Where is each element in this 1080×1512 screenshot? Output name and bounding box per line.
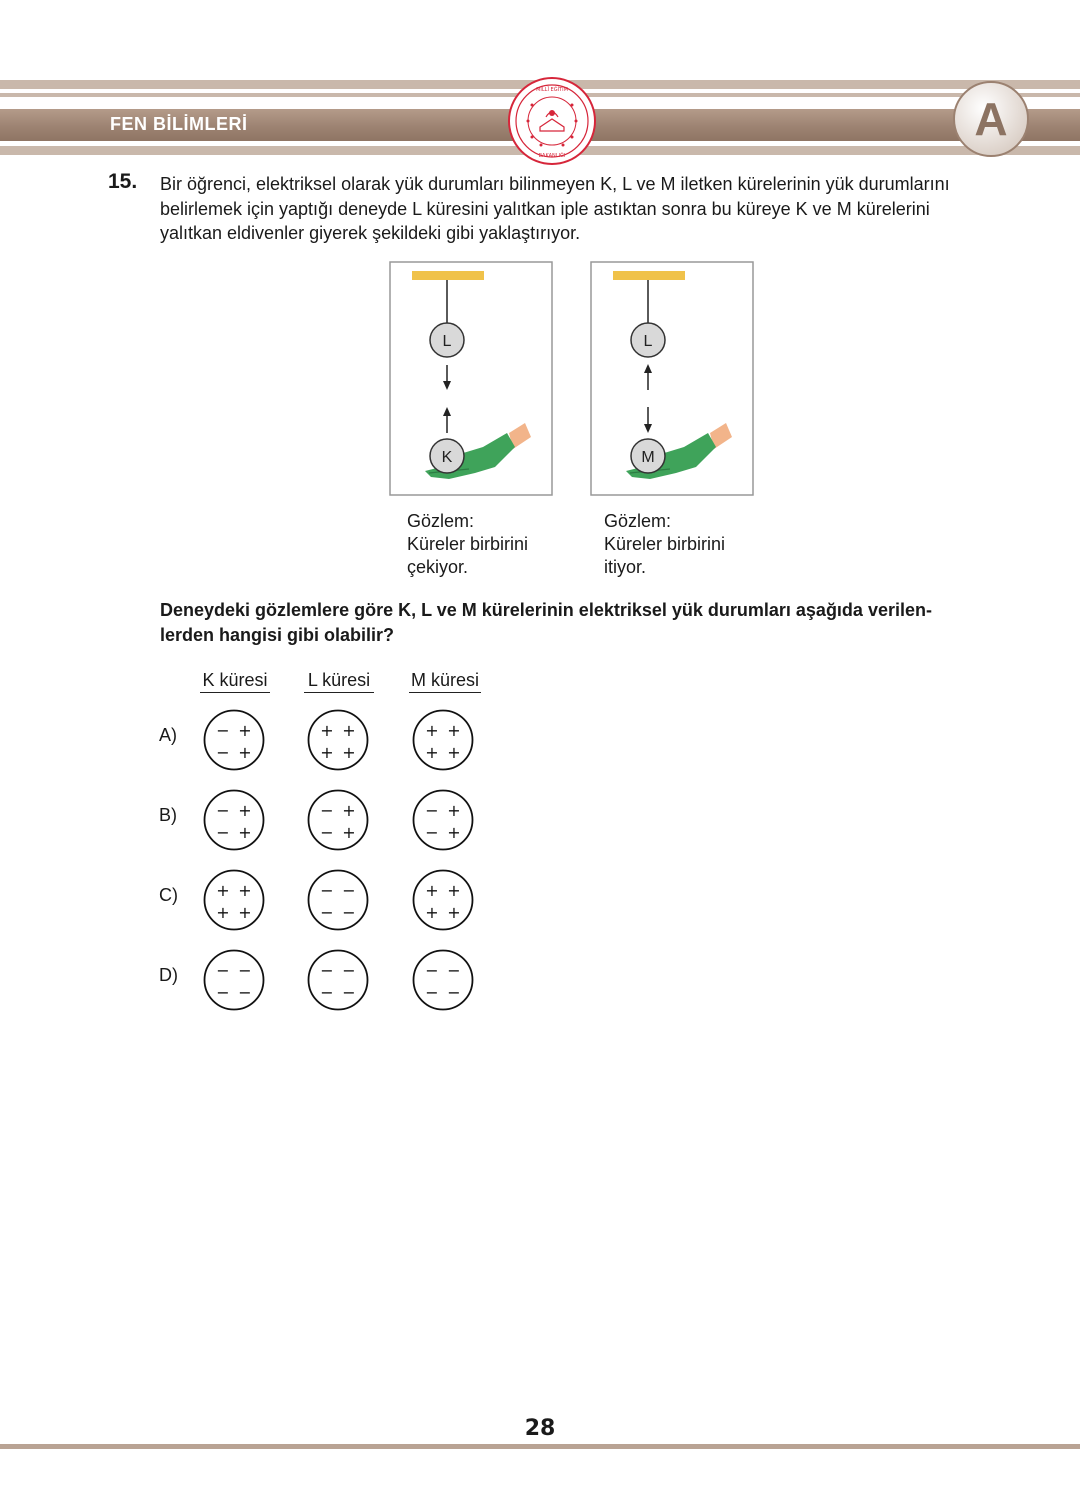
- option-label: A): [159, 725, 177, 745]
- charge-sphere-k: [202, 788, 266, 852]
- plus-charge-icon: +: [216, 903, 230, 922]
- footer-rule: [0, 1444, 1080, 1449]
- plus-charge-icon: +: [425, 721, 439, 740]
- minus-charge-icon: −: [320, 881, 334, 900]
- plus-charge-icon: +: [342, 801, 356, 820]
- sphere-label: M: [641, 449, 655, 466]
- minus-charge-icon: −: [216, 721, 230, 740]
- plus-charge-icon: +: [425, 743, 439, 762]
- charge-sphere-l: [306, 948, 370, 1012]
- charge-sphere-l: [306, 708, 370, 772]
- plus-charge-icon: +: [447, 823, 461, 842]
- sphere-label: K: [441, 449, 453, 466]
- question-number: 15.: [108, 170, 138, 193]
- observation-line: itiyor.: [604, 557, 647, 577]
- minus-charge-icon: −: [425, 823, 439, 842]
- charge-sphere-m: [411, 948, 475, 1012]
- plus-charge-icon: +: [320, 743, 334, 762]
- minus-charge-icon: −: [238, 983, 252, 1002]
- observation-line: Küreler birbirini: [604, 534, 726, 554]
- sphere-l: [631, 323, 665, 357]
- prompt-line: lerden hangisi gibi olabilir?: [160, 625, 395, 645]
- svg-text:MİLLÎ EĞİTİM: MİLLÎ EĞİTİM: [536, 87, 568, 93]
- column-header-m: M küresi: [409, 670, 481, 693]
- subject-title: FEN BİLİMLERİ: [110, 114, 248, 134]
- plus-charge-icon: +: [238, 903, 252, 922]
- minus-charge-icon: −: [216, 983, 230, 1002]
- experiment-figure-m: [590, 261, 754, 497]
- observation-line: Küreler birbirini: [407, 534, 529, 554]
- plus-charge-icon: +: [447, 801, 461, 820]
- ceiling-support: [412, 271, 484, 280]
- question-line: belirlemek için yaptığı deneyde L küresini yalıtkan iple astıktan sonra bu küreye K ve M kürelerini: [160, 198, 930, 219]
- minus-charge-icon: −: [216, 823, 230, 842]
- sphere-k: [430, 439, 464, 473]
- plus-charge-icon: +: [447, 903, 461, 922]
- plus-charge-icon: +: [447, 881, 461, 900]
- option-label: C): [159, 885, 178, 905]
- plus-charge-icon: +: [342, 823, 356, 842]
- ministry-seal-icon: [508, 77, 596, 165]
- charge-sphere-k: [202, 708, 266, 772]
- minus-charge-icon: −: [342, 961, 356, 980]
- observation-title: Gözlem:: [604, 511, 672, 531]
- minus-charge-icon: −: [342, 881, 356, 900]
- observation-k: [407, 510, 528, 579]
- minus-charge-icon: −: [425, 801, 439, 820]
- observation-title: Gözlem:: [407, 511, 475, 531]
- plus-charge-icon: +: [342, 721, 356, 740]
- page-number: 28: [524, 1416, 556, 1441]
- minus-charge-icon: −: [447, 961, 461, 980]
- minus-charge-icon: −: [216, 743, 230, 762]
- sphere-label: L: [643, 333, 653, 350]
- charge-sphere-l: [306, 868, 370, 932]
- plus-charge-icon: +: [238, 743, 252, 762]
- charge-sphere-k: [202, 948, 266, 1012]
- option-label: B): [159, 805, 177, 825]
- plus-charge-icon: +: [238, 881, 252, 900]
- plus-charge-icon: +: [320, 721, 334, 740]
- plus-charge-icon: +: [238, 823, 252, 842]
- minus-charge-icon: −: [342, 903, 356, 922]
- sphere-l: [430, 323, 464, 357]
- observation-m: [604, 510, 725, 579]
- minus-charge-icon: −: [320, 801, 334, 820]
- sphere-m: [631, 439, 665, 473]
- option-label: D): [159, 965, 178, 985]
- charge-sphere-k: [202, 868, 266, 932]
- charge-sphere-m: [411, 788, 475, 852]
- charge-sphere-m: [411, 708, 475, 772]
- plus-charge-icon: +: [238, 801, 252, 820]
- plus-charge-icon: +: [425, 903, 439, 922]
- charge-sphere-m: [411, 868, 475, 932]
- minus-charge-icon: −: [425, 983, 439, 1002]
- booklet-type-badge: [952, 80, 1030, 158]
- observation-line: çekiyor.: [407, 557, 469, 577]
- minus-charge-icon: −: [238, 961, 252, 980]
- prompt-line: Deneydeki gözlemlere göre K, L ve M kürelerinin elektriksel yük durumları aşağıda verilen-: [160, 600, 932, 620]
- minus-charge-icon: −: [320, 983, 334, 1002]
- question-line: Bir öğrenci, elektriksel olarak yük durumları bilinmeyen K, L ve M iletken kürelerinin yük durumlarını: [160, 174, 950, 194]
- plus-charge-icon: +: [447, 721, 461, 740]
- booklet-letter: A: [974, 93, 1008, 145]
- plus-charge-icon: +: [342, 743, 356, 762]
- question-line: yalıtkan eldivenler giyerek şekildeki gibi yaklaştırıyor.: [160, 223, 581, 243]
- sphere-label: L: [442, 333, 452, 350]
- minus-charge-icon: −: [216, 801, 230, 820]
- plus-charge-icon: +: [216, 881, 230, 900]
- column-header-k: K küresi: [200, 670, 270, 693]
- minus-charge-icon: −: [425, 961, 439, 980]
- question-prompt: [160, 598, 1000, 648]
- column-header-l: L küresi: [304, 670, 374, 693]
- minus-charge-icon: −: [320, 903, 334, 922]
- ceiling-support: [613, 271, 685, 280]
- minus-charge-icon: −: [320, 823, 334, 842]
- experiment-figure-k: [389, 261, 553, 497]
- minus-charge-icon: −: [342, 983, 356, 1002]
- minus-charge-icon: −: [320, 961, 334, 980]
- svg-text:BAKANLIĞI: BAKANLIĞI: [538, 153, 566, 159]
- plus-charge-icon: +: [447, 743, 461, 762]
- minus-charge-icon: −: [447, 983, 461, 1002]
- plus-charge-icon: +: [238, 721, 252, 740]
- charge-sphere-l: [306, 788, 370, 852]
- plus-charge-icon: +: [425, 881, 439, 900]
- minus-charge-icon: −: [216, 961, 230, 980]
- question-stem: [160, 172, 1020, 246]
